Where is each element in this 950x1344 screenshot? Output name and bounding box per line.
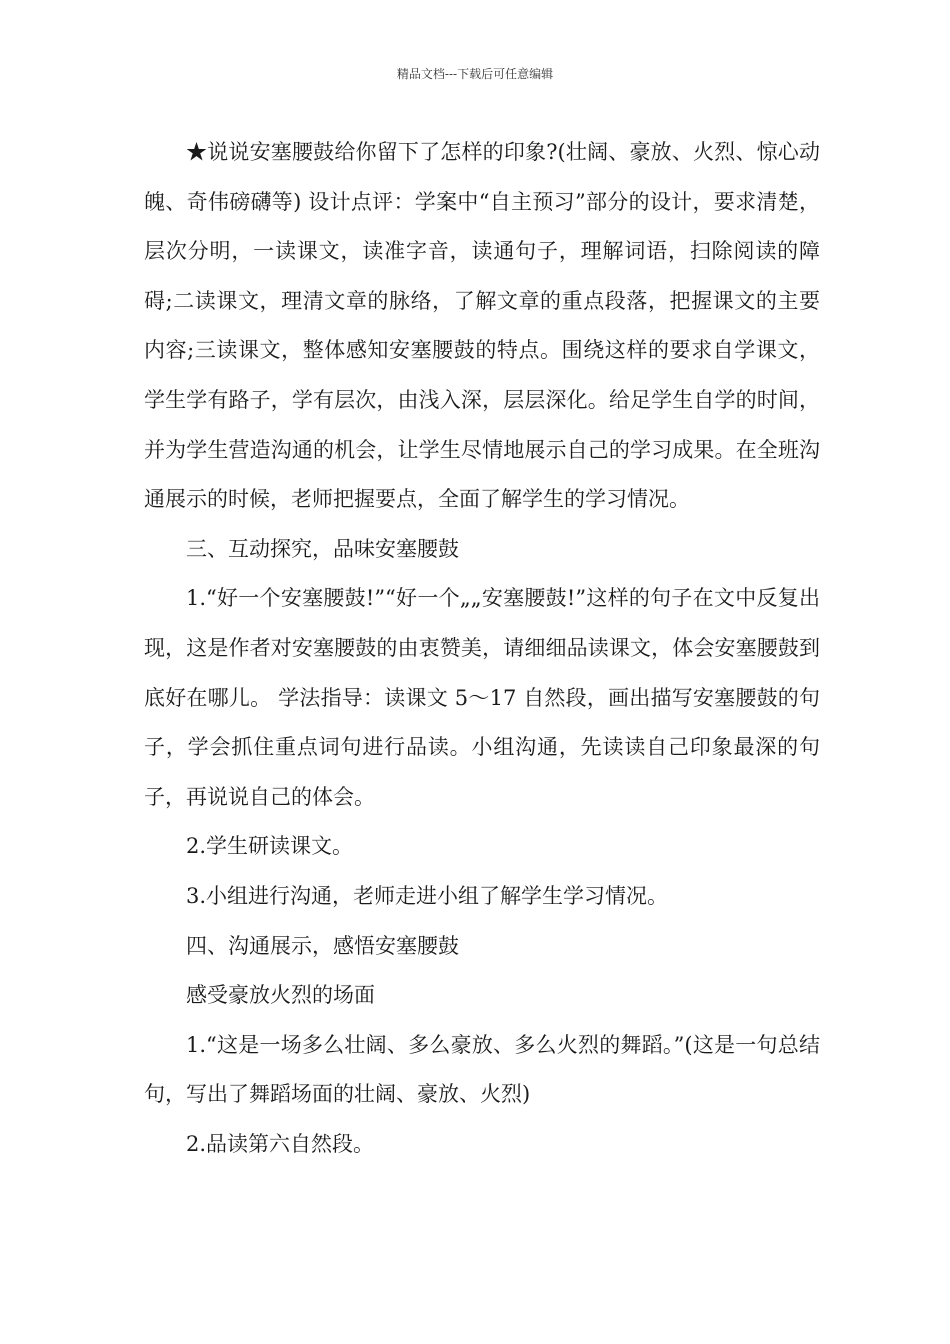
paragraph-step-2: 2.学生研读课文。 [186, 834, 354, 859]
document-body [144, 128, 820, 1169]
paragraph-impression-and-commentary: ★说说安塞腰鼓给你留下了怎样的印象?(壮阔、豪放、火烈、惊心动魄、奇伟磅礴等) 设计点评：学案中“自主预习”部分的设计，要求清楚，层次分明，一读课文，读准字音，读通句子，理解词语，扫除阅读的障碍;二读课文，理清文章的脉络，了解文章的重点段落，把握课文的主要内容;三读课文，整体感知安塞腰鼓的特点。围绕这样的要求自学课文，学生学有路子，学有层次，由浅入深，层层深化。给足学生自学的时间，并为学生营造沟通的机会，让学生尽情地展示自己的学习成果。在全班沟通展示的时候，老师把握要点，全面了解学生的学习情况。 [144, 140, 820, 512]
paragraph-read-sixth: 2.品读第六自然段。 [186, 1131, 375, 1156]
paragraph-step-3: 3.小组进行沟通，老师走进小组了解学生学习情况。 [186, 883, 669, 908]
subheading-scene: 感受豪放火烈的场面 [186, 983, 375, 1008]
page-header: 精品文档---下载后可任意编辑 [396, 67, 554, 81]
section-heading-interactive-exploration: 三、互动探究，品味安塞腰鼓 [186, 536, 459, 561]
paragraph-step-1-reading-guide: 1.“好一个安塞腰鼓!”“好一个„„安塞腰鼓!”这样的句子在文中反复出现，这是作者对安塞腰鼓的由衷赞美，请细细品读课文，体会安塞腰鼓到底好在哪儿。 学法指导：读课文 5～17 自然段，画出描写安塞腰鼓的句子，学会抓住重点词句进行品读。小组沟通，先读读自己印象最深的句子，再说说自己的体会。 [144, 586, 820, 809]
section-heading-communication-display: 四、沟通展示，感悟安塞腰鼓 [186, 933, 459, 958]
paragraph-dance-summary: 1.“这是一场多么壮阔、多么豪放、多么火烈的舞蹈。”(这是一句总结句，写出了舞蹈场面的壮阔、豪放、火烈) [144, 1032, 820, 1107]
